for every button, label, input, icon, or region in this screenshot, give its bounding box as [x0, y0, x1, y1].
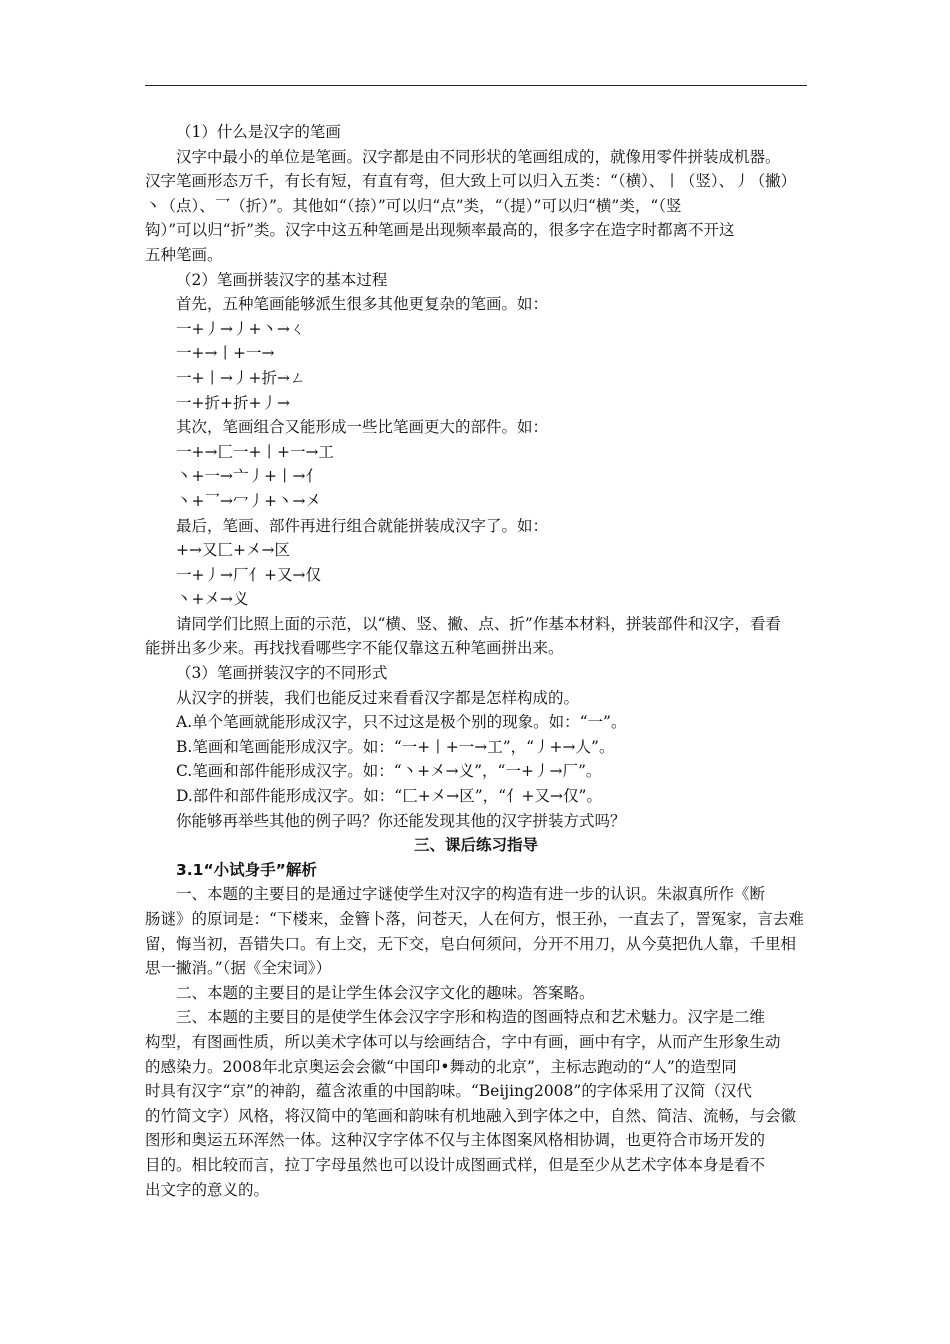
stroke-example: 一+丨→丿+折→ㄥ	[176, 368, 306, 387]
paragraph-line: 首先，五种笔画能够派生很多其他更复杂的笔画。如：	[176, 295, 549, 314]
part-title: 三、课后练习指导	[413, 835, 538, 855]
list-item: A.单个笔画就能形成汉字，只不过这是极个别的现象。如：“一”。	[176, 713, 627, 732]
paragraph-line: 图形和奥运五环浑然一体。这种汉字字体不仅与主体图案风格相协调，也更符合市场开发的	[145, 1131, 766, 1150]
paragraph-line: 的竹简文字）风格，将汉简中的笔画和韵味有机地融入到字体之中，自然、简洁、流畅，与会徽	[145, 1106, 797, 1125]
component-example: 丶+乛→冖丿+丶→㐅	[176, 491, 321, 510]
paragraph-line: 时具有汉字“京”的神韵，蕴含浓重的中国韵味。“Beijing2008”的字体采用了汉简（汉代	[145, 1082, 752, 1101]
subsection-title: 3.1“小试身手”解析	[176, 860, 317, 879]
paragraph-line: 二、本题的主要目的是让学生体会汉字文化的趣味。答案略。	[176, 983, 595, 1002]
section-heading-3: （3）笔画拼装汉字的不同形式	[176, 664, 388, 683]
paragraph-line: 丶（点）、乛（折）”。其他如“（捺）”可以归“点”类，“（提）”可以归“横”类，“（竖	[145, 196, 682, 215]
list-item: C.笔画和部件能形成汉字。如：“丶+㐅→义”，“一+丿→厂”。	[176, 762, 602, 781]
paragraph-line: 一、本题的主要目的是通过字谜使学生对汉字的构造有进一步的认识。朱淑真所作《断	[176, 885, 766, 904]
stroke-example: 一+丿→丿+丶→ㄑ	[176, 319, 306, 338]
paragraph-line: 从汉字的拼装，我们也能反过来看看汉字都是怎样构成的。	[176, 688, 580, 707]
section-heading-2: （2）笔画拼装汉字的基本过程	[176, 270, 388, 289]
stroke-example: 一+→丨+一→	[176, 344, 275, 363]
document-body	[145, 120, 807, 1202]
paragraph-line: 思一撇消。”（据《全宋词》）	[145, 959, 332, 978]
paragraph-line: 留，悔当初，吾错失口。有上交，无下交，皂白何须问，分开不用刀，从今莫把仇人靠，千里相	[145, 934, 797, 953]
character-example: +→又匚+㐅→区	[176, 541, 290, 560]
paragraph-line: 能拼出多少来。再找找看哪些字不能仅靠这五种笔画拼出来。	[145, 639, 564, 658]
paragraph-line: 的感染力。2008年北京奥运会会徽“中国印•舞动的北京”，主标志跑动的“人”的造型同	[145, 1057, 737, 1076]
paragraph-line: 目的。相比较而言，拉丁字母虽然也可以设计成图画式样，但是至少从艺术字体本身是看不	[145, 1155, 766, 1174]
paragraph-line: 请同学们比照上面的示范，以“横、竖、撇、点、折”作基本材料，拼装部件和汉字，看看	[176, 614, 781, 633]
list-item: D.部件和部件能形成汉字。如：“匚+㐅→区”，“亻+又→仅”。	[176, 787, 602, 806]
component-example: 一+→匚一+丨+一→工	[176, 442, 334, 461]
character-example: 一+丿→厂亻+又→仅	[176, 565, 321, 584]
paragraph-line: 五种笔画。	[145, 245, 223, 264]
section-heading-1: （1）什么是汉字的笔画	[176, 123, 341, 141]
paragraph-line: 汉字中最小的单位是笔画。汉字都是由不同形状的笔画组成的，就像用零件拼装成机器。	[176, 147, 781, 166]
paragraph-line: 构型，有图画性质，所以美术字体可以与绘画结合，字中有画，画中有字，从而产生形象生动	[145, 1032, 781, 1051]
list-item: B.笔画和笔画能形成汉字。如：“一+丨+一→工”，“丿+→人”。	[176, 737, 615, 756]
character-example: 丶+㐅→义	[176, 590, 249, 609]
paragraph-line: 最后，笔画、部件再进行组合就能拼装成汉字了。如：	[176, 516, 549, 535]
component-example: 丶+一→亠丿+丨→亻	[176, 467, 321, 486]
stroke-example: 一+折+折+丿→	[176, 393, 290, 412]
paragraph-line: 你能够再举些其他的例子吗？你还能发现其他的汉字拼装方式吗？	[176, 811, 626, 830]
paragraph-line: 汉字笔画形态万千，有长有短，有直有弯，但大致上可以归入五类：“（横）、丨（竖）、丿（撇）	[145, 172, 797, 191]
paragraph-line: 肠谜》的原词是：“下楼来，金簪卜落，问苍天，人在何方，恨王孙，一直去了，詈冤家，言去难	[145, 910, 804, 928]
header-rule	[145, 85, 807, 86]
paragraph-line: 三、本题的主要目的是使学生体会汉字字形和构造的图画特点和艺术魅力。汉字是二维	[176, 1008, 766, 1027]
paragraph-line: 钩）”可以归“折”类。汉字中这五种笔画是出现频率最高的，很多字在造字时都离不开这	[145, 221, 735, 240]
paragraph-line: 出文字的意义的。	[145, 1180, 270, 1199]
paragraph-line: 其次，笔画组合又能形成一些比笔画更大的部件。如：	[176, 418, 549, 437]
